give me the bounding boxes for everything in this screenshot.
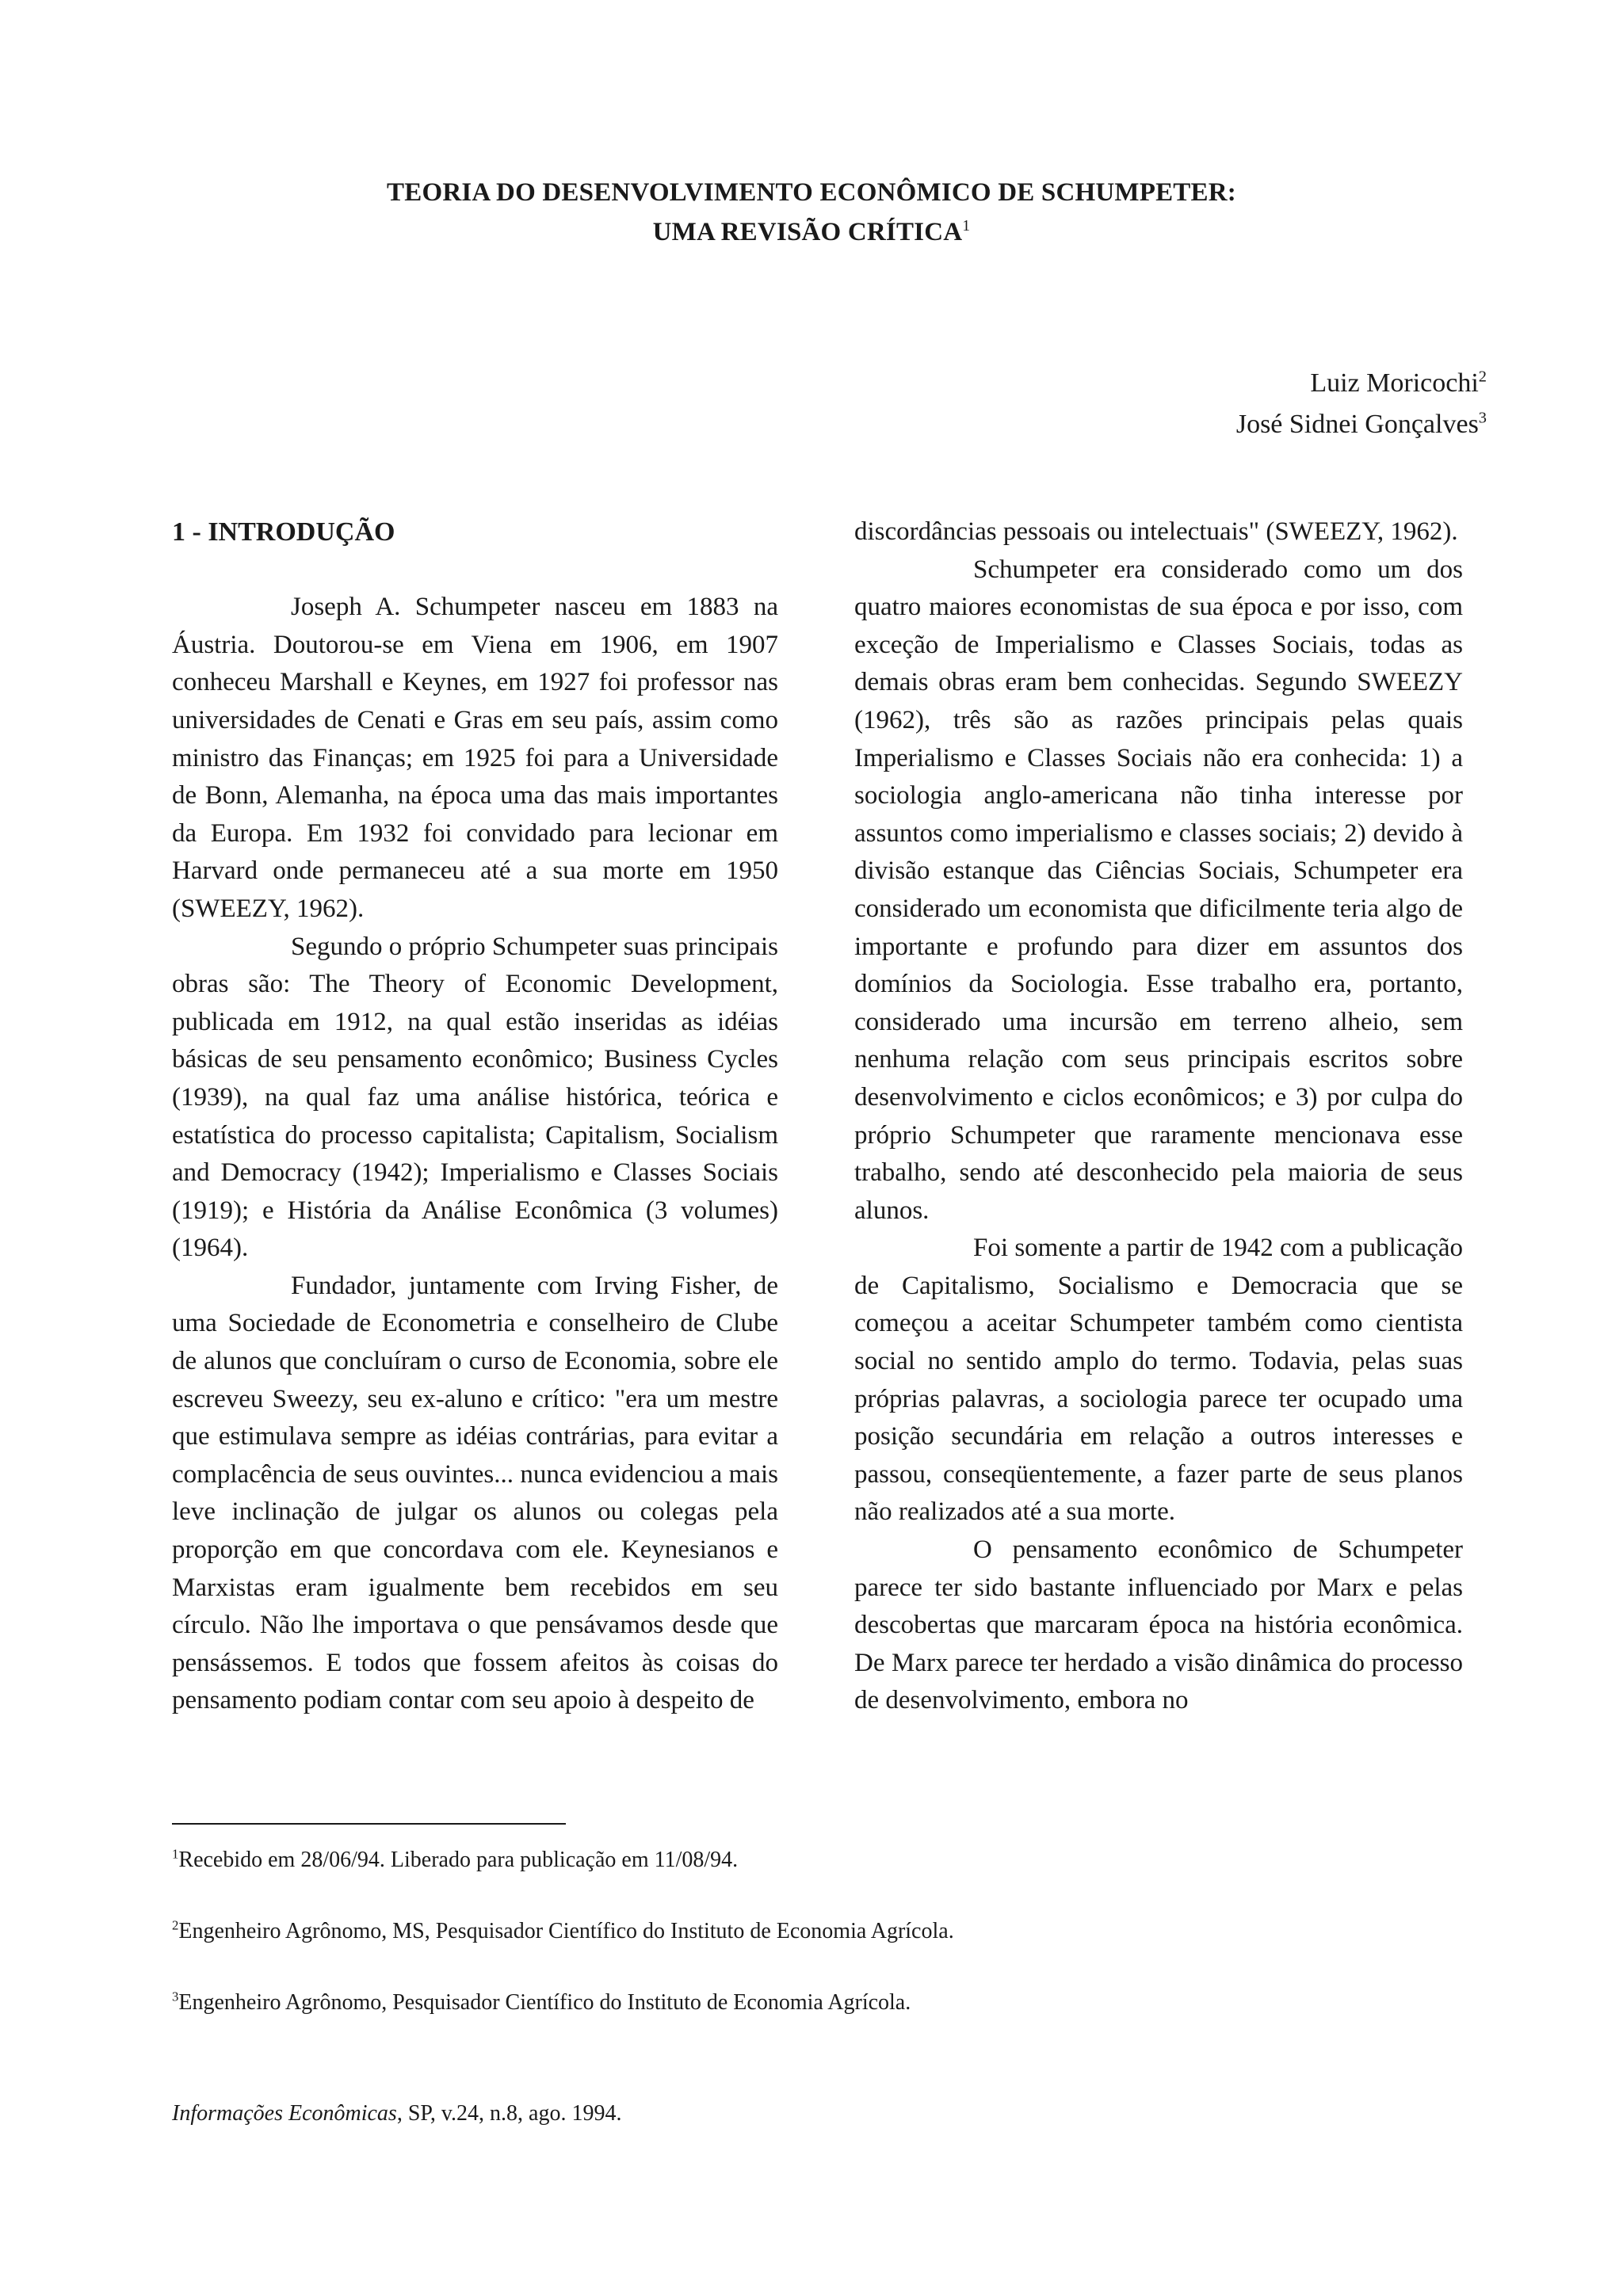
footnote-3-mark: 3 (172, 1989, 179, 2004)
right-paragraph-1: Schumpeter era considerado como um dos quatro maiores economistas de sua época e por isso, com exceção de Imperialismo e Classes Sociais, todas as demais obras eram bem conhecidas. Segundo SWEEZY (1962), três são as razões principais pelas quais Imperialismo e Classes Sociais não era conhecida: 1) a sociologia anglo-americana não tinha interesse por assuntos como imperialismo e classes sociais; 2) devido à divisão estanque das Ciências Sociais, Schumpeter era considerado um economista que dificilmente teria algo de importante e profundo para dizer em assuntos dos domínios da Sociologia. Esse trabalho era, portanto, considerado uma incursão em terreno alheio, sem nenhuma relação com seus principais escritos sobre desenvolvimento e ciclos econômicos; e 3) por culpa do próprio Schumpeter que raramente mencionava esse trabalho, sendo até desconhecido pela maioria de seus alunos. (854, 555, 1463, 1225)
author-1 (1236, 363, 1487, 404)
right-paragraph-continuation: discordâncias pessoais ou intelectuais" (SWEEZY, 1962). (854, 517, 1458, 546)
journal-citation (172, 2100, 621, 2128)
left-paragraph-1: Joseph A. Schumpeter nasceu em 1883 na Áustria. Doutorou-se em Viena em 1906, em 1907 conheceu Marshall e Keynes, em 1927 foi professor nas universidades de Cenati e Gras em seu país, assim como ministro das Finanças; em 1925 foi para a Universidade de Bonn, Alemanha, na época uma das mais importantes da Europa. Em 1932 foi convidado para lecionar em Harvard onde permaneceu até a sua morte em 1950 (SWEEZY, 1962). (172, 593, 778, 923)
footnote-2-text: Engenheiro Agrônomo, MS, Pesquisador Científico do Instituto de Economia Agrícola. (178, 1919, 954, 1943)
title-line-2-text: UMA REVISÃO CRÍTICA (652, 218, 963, 246)
right-column (854, 513, 1463, 1720)
footnote-1-text: Recebido em 28/06/94. Liberado para publicação em 11/08/94. (178, 1848, 739, 1872)
footnote-3-text: Engenheiro Agrônomo, Pesquisador Científico do Instituto de Economia Agrícola. (178, 1990, 911, 2015)
journal-name: Informações Econômicas (172, 2101, 397, 2126)
title-footnote-mark: 1 (962, 217, 971, 235)
left-paragraph-3: Fundador, juntamente com Irving Fisher, de uma Sociedade de Econometria e conselheiro de Clube de alunos que concluíram o curso de Economia, sobre ele escreveu Sweezy, seu ex-aluno e crítico: "era um mestre que estimulava sempre as idéias contrárias, para evitar a complacência de seus ouvintes... nunca evidenciou a mais leve inclinação de julgar os alunos ou colegas pela proporção em que concordava com ele. Keynesianos e Marxistas eram igualmente bem recebidos em seu círculo. Não lhe importava o que pensávamos desde que pensássemos. E todos que fossem afeitos às coisas do pensamento podiam contar com seu apoio à despeito de (172, 1271, 778, 1715)
author-2-footnote-mark: 3 (1478, 409, 1487, 427)
footnote-2 (172, 1917, 954, 1946)
left-paragraph-2: Segundo o próprio Schumpeter suas principais obras são: The Theory of Economic Development, publicada em 1912, na qual estão inseridas as idéias básicas de seu pensamento econômico; Business Cycles (1939), na qual faz uma análise histórica, teórica e estatística do processo capitalista; Capitalism, Socialism and Democracy (1942); Imperialismo e Classes Sociais (1919); e História da Análise Econômica (3 volumes) (1964). (172, 932, 778, 1263)
footnote-3 (172, 1989, 911, 2017)
author-2-name: José Sidnei Gonçalves (1235, 410, 1479, 439)
author-1-name: Luiz Moricochi (1310, 368, 1479, 398)
author-1-footnote-mark: 2 (1478, 368, 1487, 386)
author-2 (1236, 404, 1487, 445)
footnote-1 (172, 1846, 738, 1875)
author-list (1236, 363, 1487, 445)
footnote-2-mark: 2 (172, 1917, 179, 1933)
footnote-1-mark: 1 (172, 1846, 179, 1862)
journal-details: , SP, v.24, n.8, ago. 1994. (396, 2101, 622, 2126)
right-paragraph-3: O pensamento econômico de Schumpeter parece ter sido bastante influenciado por Marx e pelas descobertas que marcaram época na história econômica. De Marx parece ter herdado a visão dinâmica do processo de desenvolvimento, embora no (854, 1535, 1463, 1715)
section-heading: 1 - INTRODUÇÃO (172, 517, 395, 547)
footnote-divider (172, 1823, 566, 1825)
left-column (172, 513, 778, 1720)
title-line-1: TEORIA DO DESENVOLVIMENTO ECONÔMICO DE SCHUMPETER: (387, 178, 1236, 207)
right-paragraph-2: Foi somente a partir de 1942 com a publicação de Capitalismo, Socialismo e Democracia que se começou a aceitar Schumpeter também como cientista social no sentido amplo do termo. Todavia, pelas suas próprias palavras, a sociologia parece ter ocupado uma posição secundária em relação a outros interesses e passou, conseqüentemente, a fazer parte de seus planos não realizados até a sua morte. (854, 1234, 1463, 1527)
paper-title (0, 173, 1623, 252)
title-line-2 (0, 212, 1623, 252)
